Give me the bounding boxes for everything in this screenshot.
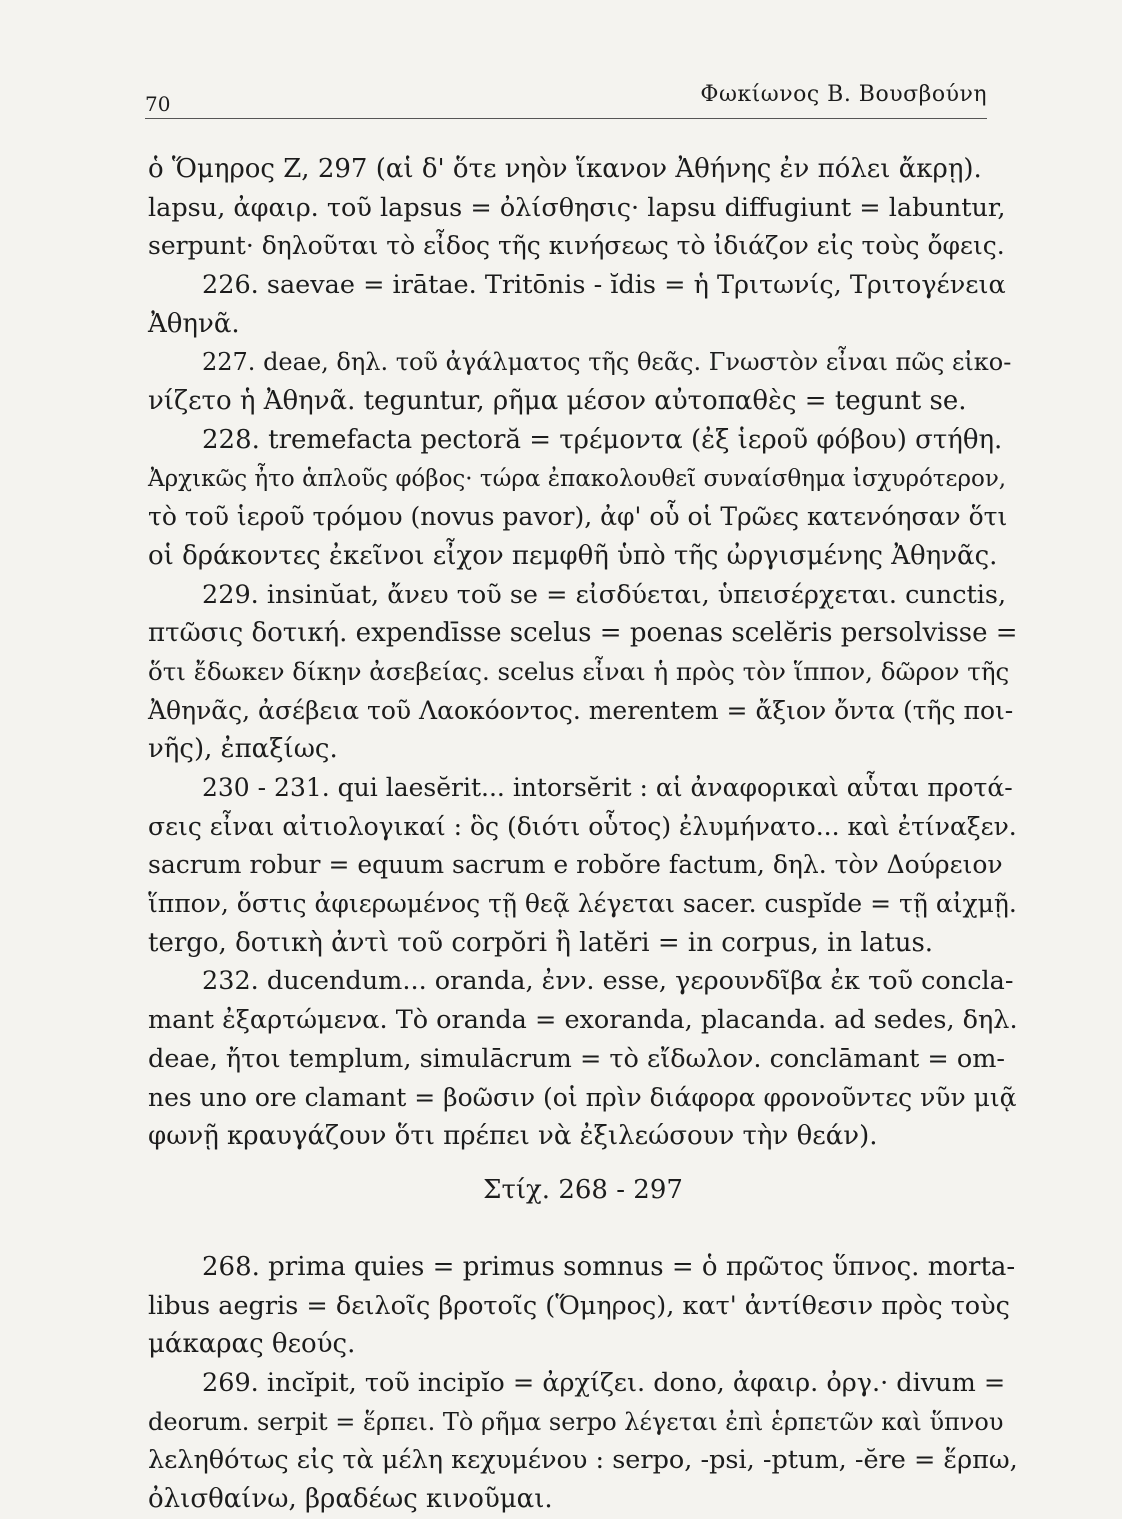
text-line: mant ἐξαρτώμενα. Τὸ oranda = exoranda, placanda. ad sedes, δηλ.: [148, 1005, 1018, 1036]
text-line: οἱ δράκοντες ἐκεῖνοι εἶχον πεμφθῆ ὑπὸ τῆς ὠργισμένης Ἀθηνᾶς.: [148, 540, 998, 571]
text-line: Ἀθηνᾶ.: [148, 308, 240, 339]
text-line: νῆς), ἐπαξίως.: [148, 734, 338, 765]
page-header: [145, 78, 987, 119]
paragraph-226: 226. saevae = irātae. Tritōnis - ĭdis = ἡ Τριτωνίς, Τριτογένεια: [202, 270, 1006, 301]
text-line: φωνῇ κραυγάζουν ὅτι πρέπει νὰ ἐξιλεώσουν τὴν θεάν).: [148, 1121, 878, 1152]
paragraph-269: 269. incĭpit, τοῦ incipĭo = ἀρχίζει. dono, ἀφαιρ. ὀργ.· divum =: [202, 1367, 1006, 1398]
text-line: μάκαρας θεούς.: [148, 1329, 356, 1360]
text-line: πτῶσις δοτική. expendīsse scelus = poenas scelĕris persolvisse =: [148, 618, 1018, 649]
text-line: ἵππον, ὅστις ἀφιερωμένος τῇ θεᾷ λέγεται sacer. cuspĭde = τῇ αἰχμῇ.: [148, 889, 1017, 919]
text-line: σεις εἶναι αἰτιολογικαί : ὃς (διότι οὗτος) ἐλυμήνατο... καὶ ἐτίναξεν.: [148, 811, 1017, 841]
text-line: deae, ἤτοι templum, simulācrum = τὸ εἴδωλον. conclāmant = om-: [148, 1043, 1006, 1074]
paragraph-232: 232. ducendum... oranda, ἐνν. esse, γερουνδῖβα ἐκ τοῦ concla-: [202, 966, 1014, 997]
paragraph-228: 228. tremefacta pectoră = τρέμοντα (ἐξ ἱεροῦ φόβου) στήθη.: [202, 424, 1003, 455]
body-text: [148, 150, 1018, 1519]
text-line: serpunt· δηλοῦται τὸ εἶδος τῆς κινήσεως τὸ ἰδιάζον εἰς τοὺς ὄφεις.: [148, 231, 1005, 261]
running-head: Φωκίωνος Β. Βουσβούνη: [700, 82, 987, 107]
text-line: Ἀθηνᾶς, ἀσέβεια τοῦ Λαοκόοντος. merentem = ἄξιον ὄντα (τῆς ποι-: [148, 695, 1014, 725]
text-line: nes uno ore clamant = βοῶσιν (οἱ πρὶν διάφορα φρονοῦντες νῦν μιᾷ: [148, 1082, 1017, 1112]
text-line: τὸ τοῦ ἱεροῦ τρόμου (novus pavor), ἀφ' οὗ οἱ Τρῶες κατενόησαν ὅτι: [148, 502, 1008, 532]
text-line: libus aegris = δειλοῖς βροτοῖς (Ὅμηρος), κατ' ἀντίθεσιν πρὸς τοὺς: [148, 1290, 1010, 1321]
paragraph-230-231: 230 - 231. qui laesĕrit... intorsĕrit : αἱ ἀναφορικαὶ αὗται προτά-: [202, 773, 1013, 802]
text-line: ὅτι ἔδωκεν δίκην ἀσεβείας. scelus εἶναι ἡ πρὸς τὸν ἵππον, δῶρον τῆς: [148, 656, 1010, 686]
text-line: Ἀρχικῶς ἦτο ἁπλοῦς φόβος· τώρα ἐπακολουθεῖ συναίσθημα ἰσχυρότερον,: [148, 465, 1007, 492]
section-heading: Στίχ. 268 - 297: [483, 1174, 683, 1205]
text-line: deorum. serpit = ἕρπει. Τὸ ρῆμα serpo λέγεται ἐπὶ ἑρπετῶν καὶ ὕπνου: [148, 1407, 1004, 1436]
text-line: λεληθότως εἰς τὰ μέλη κεχυμένου : serpo, -psi, -ptum, -ĕre = ἕρπω,: [148, 1445, 1018, 1476]
page-number: 70: [145, 92, 171, 116]
text-line: ὀλισθαίνω, βραδέως κινοῦμαι.: [148, 1484, 553, 1514]
text-line: tergo, δοτικὴ ἀντὶ τοῦ corpŏri ἢ latĕri = in corpus, in latus.: [148, 927, 934, 958]
text-line: sacrum robur = equum sacrum e robŏre factum, δηλ. τὸν Δούρειον: [148, 850, 1003, 880]
text-line: νίζετο ἡ Ἀθηνᾶ. teguntur, ρῆμα μέσον αὐτοπαθὲς = tegunt se.: [148, 386, 967, 417]
paragraph-268: 268. prima quies = primus somnus = ὁ πρῶτος ὕπνος. morta-: [202, 1251, 1016, 1282]
paragraph-229: 229. insinŭat, ἄνευ τοῦ se = εἰσδύεται, ὑπεισέρχεται. cunctis,: [202, 579, 1007, 610]
text-line: lapsu, ἀφαιρ. τοῦ lapsus = ὀλίσθησις· lapsu diffugiunt = labuntur,: [148, 192, 1006, 223]
paragraph-227: 227. deae, δηλ. τοῦ ἀγάλματος τῆς θεᾶς. Γνωστὸν εἶναι πῶς εἰκο-: [202, 348, 1012, 377]
text-line: ὁ Ὅμηρος Ζ, 297 (αἱ δ' ὅτε νηὸν ἵκανον Ἀθήνης ἐν πόλει ἄκρῃ).: [148, 154, 982, 184]
